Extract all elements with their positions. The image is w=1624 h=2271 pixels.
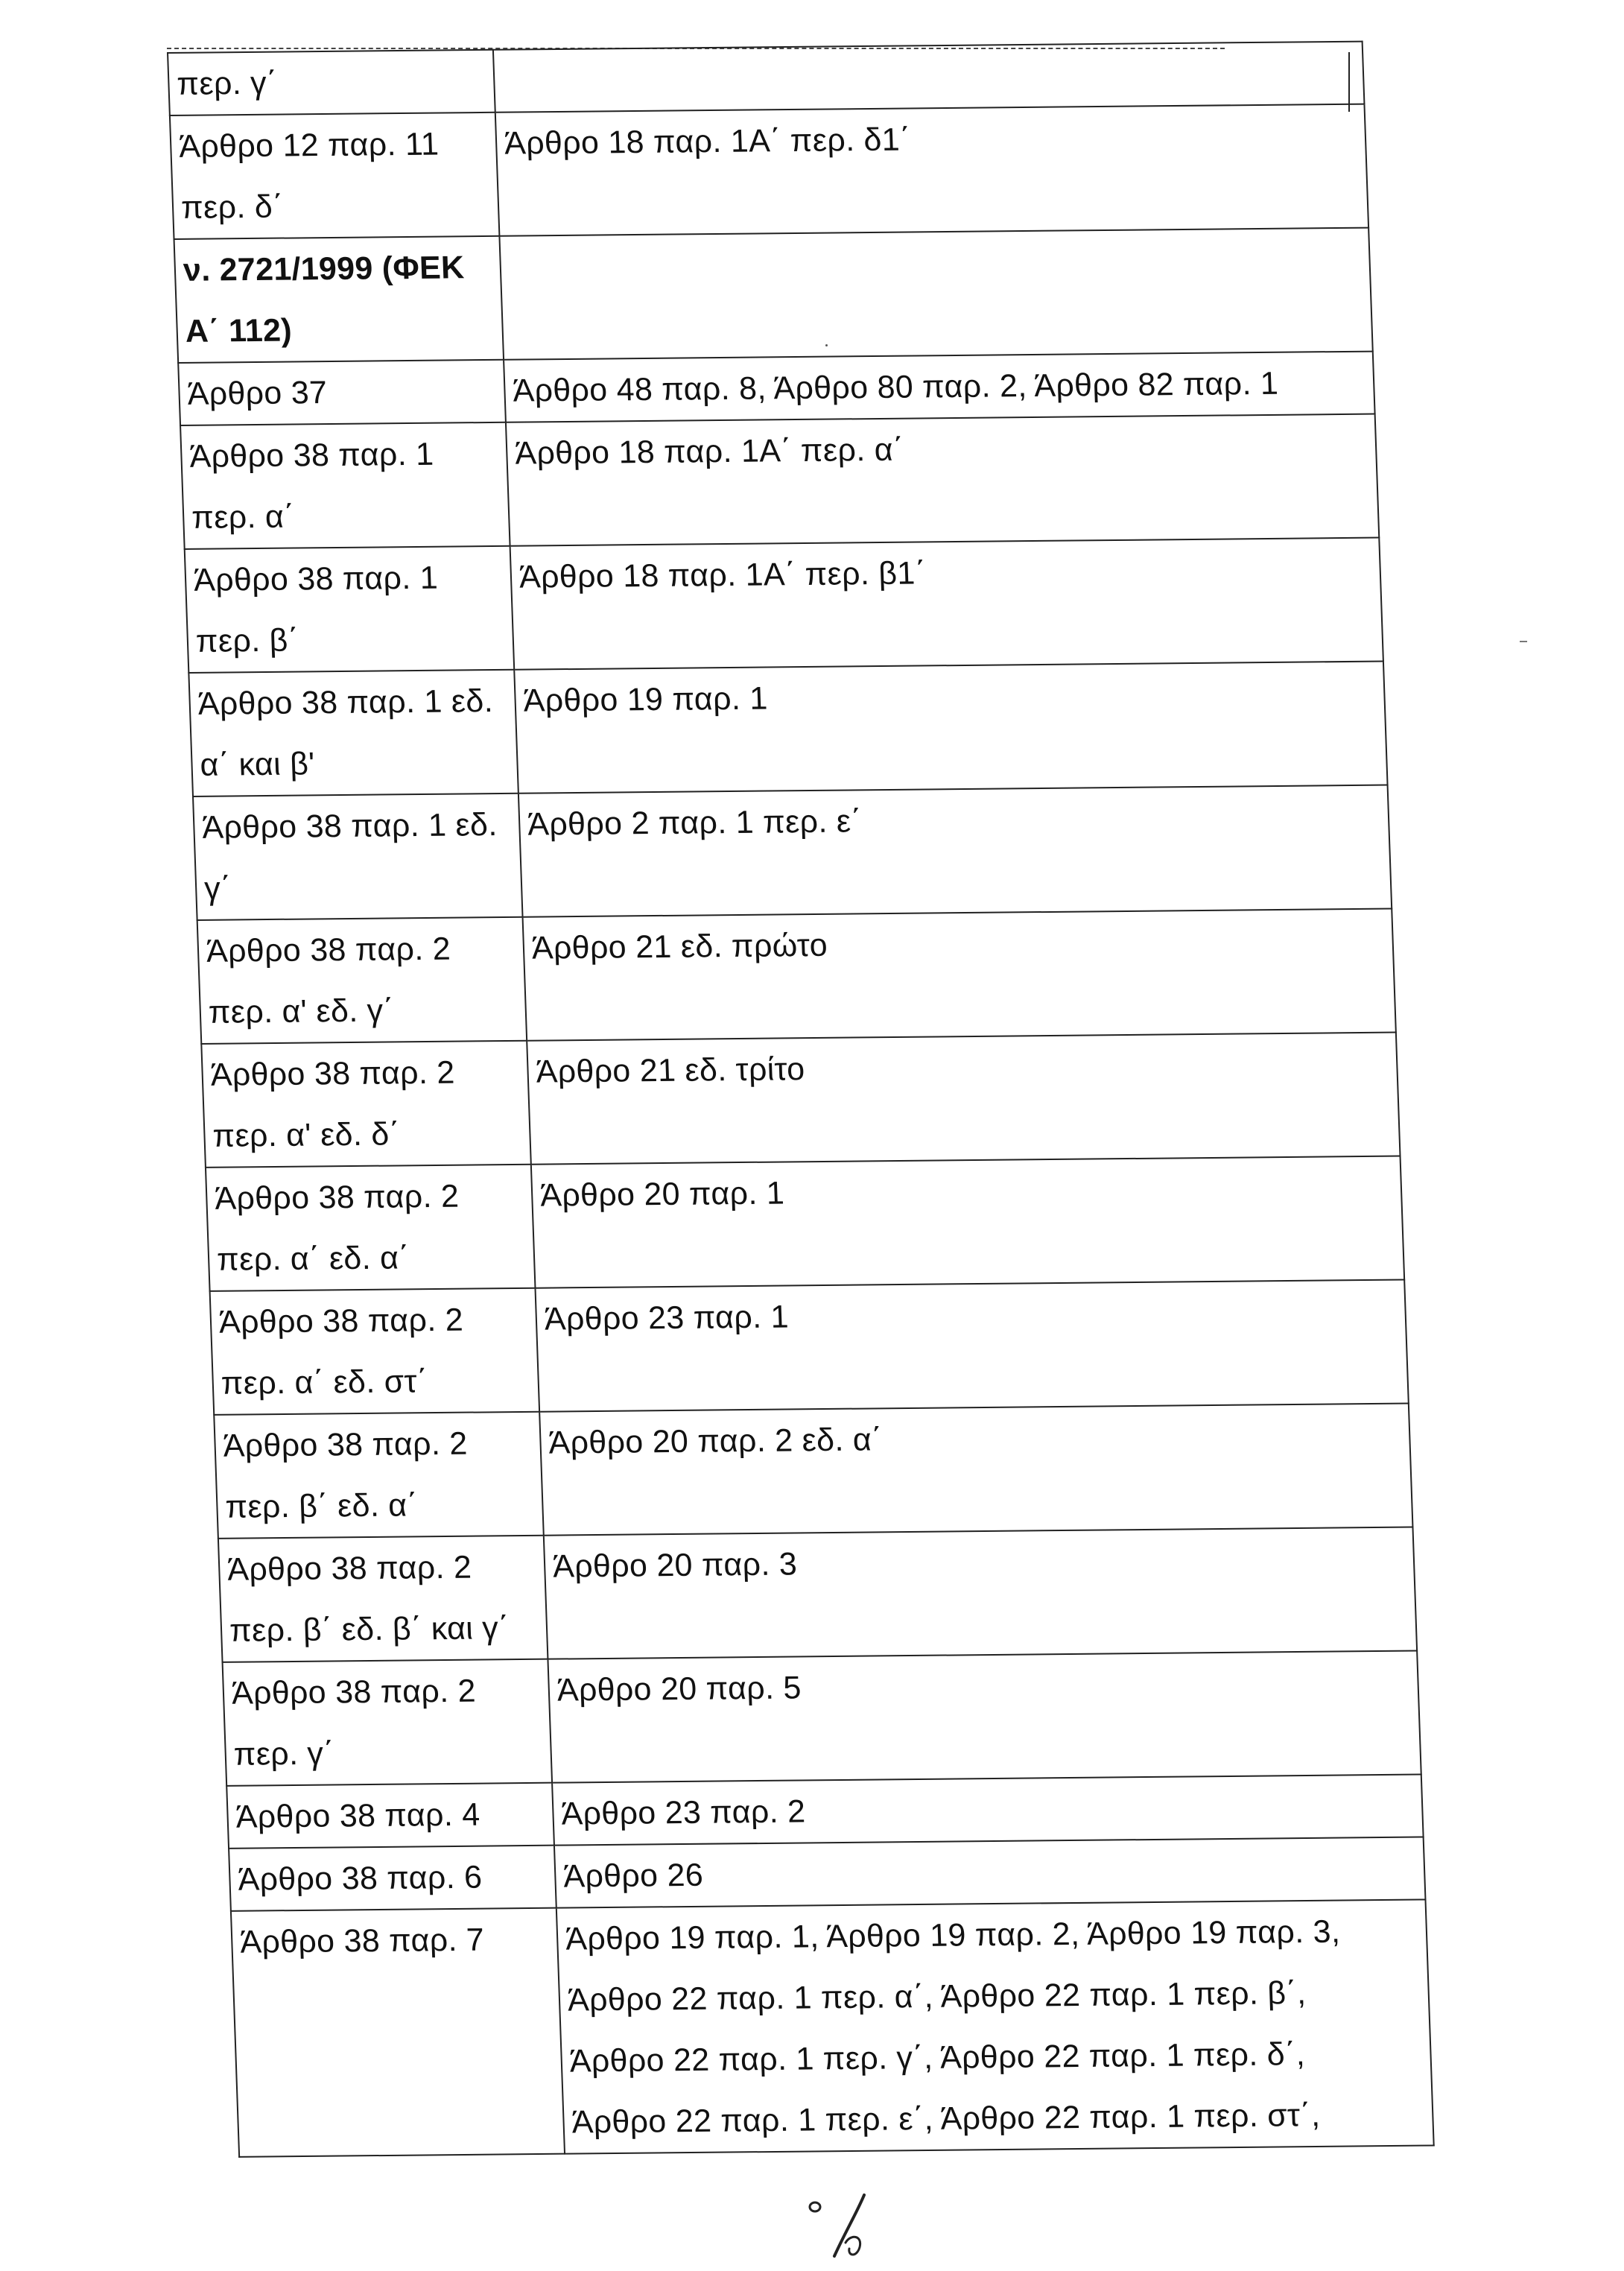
cell-line: περ. α΄ (191, 498, 296, 536)
target-provision-cell: Άρθρο 23 παρ. 1 (535, 1280, 1408, 1412)
source-provision-cell (180, 422, 510, 549)
cell-line: περ. α΄ εδ. α΄ (216, 1240, 410, 1278)
source-provision-cell (193, 794, 523, 920)
table-body (168, 42, 1434, 2157)
source-provision-cell (223, 1659, 553, 1786)
table-row (174, 228, 1373, 363)
source-provision-cell (174, 236, 504, 363)
source-provision-cell: Άρθρο 38 παρ. 6 (229, 1846, 556, 1911)
source-provision-cell (185, 546, 515, 673)
table-row (180, 414, 1379, 549)
cell-line: γ΄ (203, 870, 232, 907)
source-provision-cell: Άρθρο 37 (178, 360, 506, 425)
cell-line: Άρθρο 38 παρ. 1 (188, 436, 435, 475)
source-provision-cell (210, 1288, 540, 1415)
cell-line: περ. α΄ εδ. στ΄ (221, 1363, 429, 1401)
target-provision-cell: Άρθρο 18 παρ. 1Α΄ περ. δ1΄ (495, 104, 1368, 236)
table-row (197, 909, 1396, 1044)
source-provision-cell (214, 1412, 544, 1539)
table-row (185, 538, 1383, 673)
table-row (226, 1774, 1423, 1848)
target-provision-cell (556, 1899, 1434, 2153)
table-row (201, 1033, 1400, 1168)
cell-line: Άρθρο 22 παρ. 1 περ. α΄, Άρθρο 22 παρ. 1 περ. β΄, (567, 1975, 1307, 2018)
cell-line: Άρθρο 38 παρ. 2 (226, 1549, 472, 1588)
source-provision-cell (170, 113, 500, 239)
cell-line: περ. δ΄ (180, 189, 285, 226)
target-provision-cell: Άρθρο 18 παρ. 1Α΄ περ. β1΄ (510, 538, 1383, 670)
cell-line: Άρθρο 22 παρ. 1 περ. γ΄, Άρθρο 22 παρ. 1 περ. δ΄, (568, 2036, 1306, 2080)
target-provision-cell: Άρθρο 18 παρ. 1Α΄ περ. α΄ (506, 414, 1379, 546)
cell-line: περ. α' εδ. γ΄ (208, 992, 395, 1030)
cell-line: Άρθρο 22 παρ. 1 περ. ε΄, Άρθρο 22 παρ. 1 περ. στ΄, (571, 2097, 1321, 2141)
table-row (214, 1404, 1412, 1539)
target-provision-cell: Άρθρο 21 εδ. τρίτο (527, 1033, 1400, 1165)
table-row (193, 785, 1392, 920)
source-provision-cell (188, 670, 518, 796)
cell-line: Άρθρο 38 παρ. 2 (218, 1302, 464, 1340)
cell-line: περ. β΄ εδ. α΄ (224, 1487, 419, 1525)
cell-line: περ. β΄ εδ. β΄ και γ΄ (229, 1610, 510, 1649)
target-provision-cell: Άρθρο 21 εδ. πρώτο (523, 909, 1396, 1041)
table-row (206, 1156, 1404, 1291)
correspondence-table (167, 41, 1435, 2158)
cell-line: α΄ και β' (199, 746, 316, 783)
source-provision-cell (206, 1165, 536, 1291)
table-row (170, 104, 1368, 239)
cell-line: Α΄ 112) (184, 312, 293, 349)
cell-line: Άρθρο 38 παρ. 2 (214, 1178, 460, 1217)
cell-line: περ. γ΄ (232, 1735, 335, 1773)
target-provision-cell: Άρθρο 20 παρ. 2 εδ. α΄ (539, 1404, 1412, 1536)
target-provision-cell: Άρθρο 20 παρ. 3 (544, 1527, 1417, 1659)
cell-line: Άρθρο 12 παρ. 11 (178, 126, 440, 165)
source-provision-cell: περ. γ΄ (168, 50, 495, 115)
cell-line: Άρθρο 19 παρ. 1, Άρθρο 19 παρ. 2, Άρθρο 19 παρ. 3, (565, 1913, 1341, 1957)
target-provision-cell: Άρθρο 19 παρ. 1 (514, 662, 1387, 794)
cell-line: Άρθρο 38 παρ. 2 (206, 931, 451, 969)
cell-line: Άρθρο 38 παρ. 1 εδ. (201, 807, 498, 846)
correspondence-table-wrapper (167, 41, 1431, 2183)
cell-line: περ. α' εδ. δ΄ (212, 1116, 401, 1154)
table-row (210, 1280, 1409, 1415)
target-provision-cell: Άρθρο 48 παρ. 8, Άρθρο 80 παρ. 2, Άρθρο 82 παρ. 1 (504, 352, 1375, 422)
target-provision-cell: Άρθρο 20 παρ. 5 (548, 1650, 1421, 1782)
source-provision-cell (218, 1536, 548, 1662)
table-row (168, 42, 1364, 115)
table-row (218, 1527, 1417, 1662)
target-provision-cell: Άρθρο 23 παρ. 2 (552, 1774, 1424, 1845)
cell-line: Άρθρο 38 παρ. 2 (209, 1054, 456, 1093)
handwritten-signature (805, 2191, 894, 2265)
target-provision-cell: Άρθρο 2 παρ. 1 περ. ε΄ (518, 785, 1392, 917)
table-row (178, 352, 1374, 425)
cell-line: Άρθρο 38 παρ. 1 εδ. (197, 683, 494, 722)
cell-line: Άρθρο 38 παρ. 1 (193, 560, 439, 598)
table-row (231, 1899, 1434, 2156)
target-provision-cell (493, 42, 1365, 113)
table-row (188, 662, 1387, 796)
target-provision-cell: Άρθρο 20 παρ. 1 (531, 1156, 1404, 1288)
source-provision-cell: Άρθρο 38 παρ. 4 (226, 1783, 554, 1849)
cell-line: ν. 2721/1999 (ΦΕΚ (183, 250, 466, 288)
cell-line: περ. β΄ (195, 622, 300, 659)
source-provision-cell: Άρθρο 38 παρ. 7 (231, 1908, 565, 2157)
source-provision-cell (197, 917, 527, 1044)
cell-line: Άρθρο 38 παρ. 2 (231, 1673, 477, 1711)
target-provision-cell: Άρθρο 26 (554, 1837, 1426, 1907)
source-provision-cell (201, 1041, 531, 1168)
scan-edge-mark (1520, 641, 1527, 642)
table-row (223, 1650, 1421, 1785)
cell-line: Άρθρο 38 παρ. 2 (222, 1425, 469, 1464)
table-row (229, 1837, 1425, 1910)
target-provision-cell (499, 228, 1372, 360)
